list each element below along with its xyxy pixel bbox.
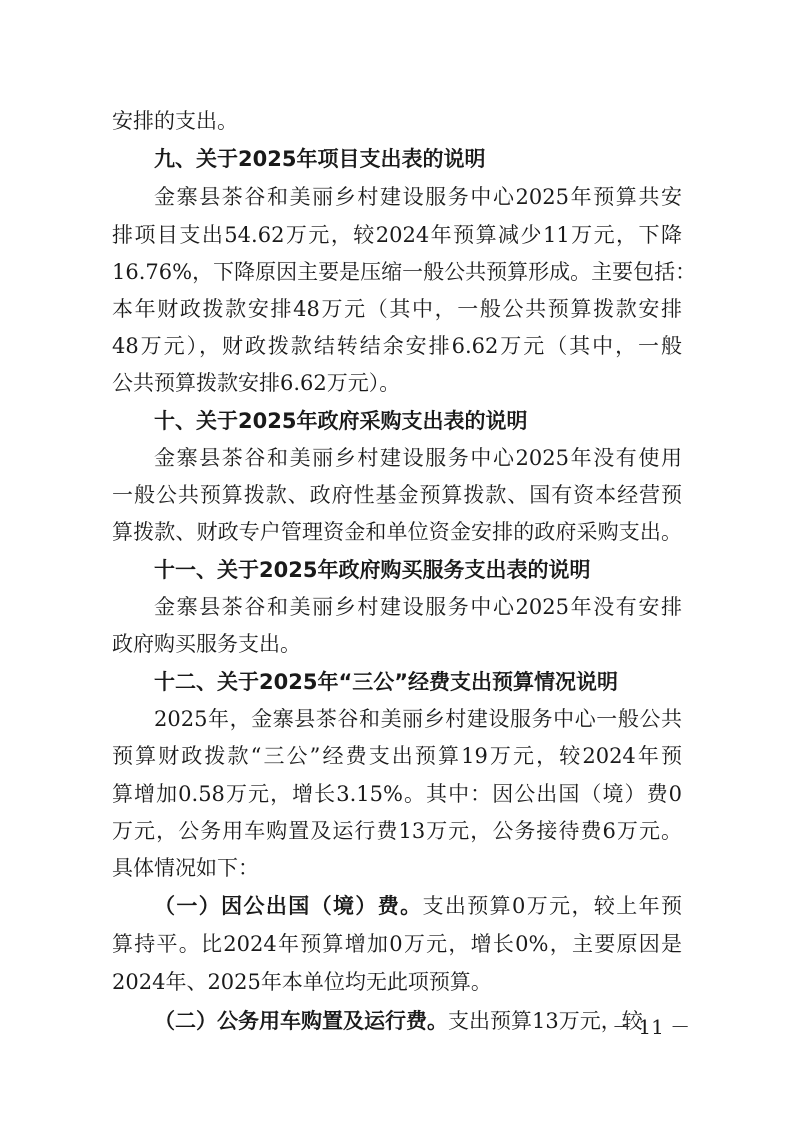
subsection-heading-1: （一）因公出国（境）费。 [154,893,423,918]
section-heading-9: 九、关于2025年项目支出表的说明 [154,147,486,171]
section-heading-12: 十二、关于2025年“三公”经费支出预算情况说明 [154,670,619,694]
paragraph-line: 金寨县茶谷和美丽乡村建设服务中心2025年预算共安 [154,185,682,209]
paragraph-line: 政府购买服务支出。 [112,632,301,656]
paragraph-line: 16.76%，下降原因主要是压缩一般公共预算形成。主要包括： [112,260,697,284]
paragraph-line: 算增加0.58万元，增长3.15%。其中：因公出国（境）费0 [112,782,682,806]
paragraph-line: 本年财政拨款安排48万元（其中，一般公共预算拨款安排 [112,297,682,321]
paragraph-line: 算拨款、财政专户管理资金和单位资金安排的政府采购支出。 [112,520,682,544]
subsection-line [154,891,682,921]
paragraph-line: 算持平。比2024年预算增加0万元，增长0%，主要原因是 [112,932,682,956]
paragraph-line: 具体情况如下： [112,856,259,880]
paragraph-line: 金寨县茶谷和美丽乡村建设服务中心2025年没有安排 [154,595,682,619]
section-heading-10: 十、关于2025年政府采购支出表的说明 [154,409,528,433]
paragraph-line: 万元，公务用车购置及运行费13万元，公务接待费6万元。 [112,819,682,843]
paragraph-line: 预算财政拨款“三公”经费支出预算19万元，较2024年预 [112,744,682,768]
paragraph-line: 公共预算拨款安排6.62万元）。 [112,371,401,395]
paragraph-line: 安排的支出。 [112,109,238,133]
paragraph-line: 2024年、2025年本单位均无此项预算。 [112,970,492,994]
paragraph-line: 2025年，金寨县茶谷和美丽乡村建设服务中心一般公共 [154,707,682,731]
subsection-line [154,1006,643,1036]
section-heading-11: 十一、关于2025年政府购买服务支出表的说明 [154,558,591,582]
subsection-heading-2: （二）公务用车购置及运行费。 [154,1008,448,1033]
paragraph-line: 金寨县茶谷和美丽乡村建设服务中心2025年没有使用 [154,446,682,470]
paragraph-line: 排项目支出54.62万元，较2024年预算减少11万元，下降 [112,223,682,247]
paragraph-line: 一般公共预算拨款、政府性基金预算拨款、国有资本经营预 [112,483,682,507]
subsection-text: 支出预算13万元，较 [448,1009,643,1033]
paragraph-line: 48万元），财政拨款结转结余安排6.62万元（其中，一般 [112,334,682,358]
subsection-text: 支出预算0万元，较上年预 [422,894,682,918]
page-number: － 11 － [612,1015,691,1039]
